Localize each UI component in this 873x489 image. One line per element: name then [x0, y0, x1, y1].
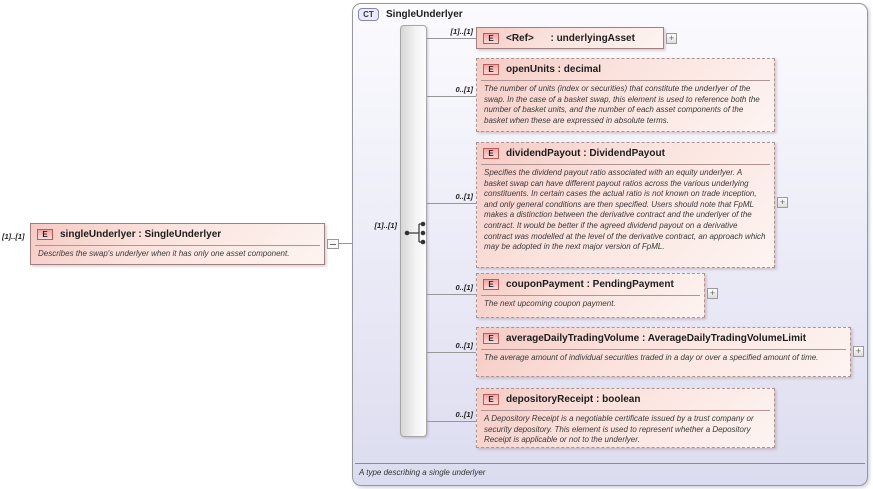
element-icon: E — [483, 279, 499, 290]
expand-button[interactable]: + — [666, 33, 677, 44]
connector-line — [427, 96, 476, 97]
element-icon: E — [483, 33, 499, 44]
connector-line — [427, 294, 476, 295]
complex-type-annotation: A type describing a single underlyer — [359, 468, 486, 477]
collapse-handle[interactable] — [327, 239, 339, 249]
connector-line — [427, 421, 476, 422]
cardinality-label: [1]..[1] — [450, 27, 473, 36]
element-title: averageDailyTradingVolume : AverageDailyTradingVolumeLimit — [506, 333, 807, 344]
element-annotation: The average amount of individual securities traded in a day or over a specified amount of time. — [484, 353, 819, 362]
element-couponPayment[interactable] — [476, 273, 705, 318]
expand-button[interactable]: + — [853, 346, 864, 357]
cardinality-label: 0..[1] — [455, 341, 473, 350]
element-annotation: The number of units (index or securities) that constitute the underlyer of the swap. In the case of a basket swap, this element is used to reference both the number of basket units, and the number of each asset components of the basket when these are expressed in absolute terms. — [484, 84, 760, 125]
connector-line — [427, 203, 476, 204]
element-annotation: The next upcoming coupon payment. — [484, 299, 616, 308]
element-annotation: Specifies the dividend payout ratio associated with an equity underlyer. A basket swap can have different payout ratios across the various underlying constituents. In certain cases the actual ratio is not known on trade inception, and only general conditions are then specified. Users should note that FpML makes a distinction between the derivative contract and the underlyer of the contract. It would be better if the agreed dividend payout on a derivative contract was modelled at the level of the derivative contract, an approach which may be adopted in the next major version of FpML. — [484, 168, 766, 252]
complex-type-icon: CT — [358, 8, 379, 21]
root-cardinality-label: [1]..[1] — [2, 232, 25, 241]
minus-icon — [330, 244, 336, 245]
element-icon: E — [37, 229, 53, 240]
element-title: <Ref> : underlyingAsset — [506, 32, 635, 44]
element-title: openUnits : decimal — [506, 64, 602, 75]
element-annotation: Describes the swap's underlyer when it has only one asset component. — [38, 249, 290, 258]
connector-line — [427, 352, 476, 353]
element-icon: E — [483, 333, 499, 344]
element-header — [477, 389, 774, 410]
element-header — [477, 28, 663, 48]
sequence-cardinality-label: [1]..[1] — [374, 221, 397, 230]
element-annotation: A Depository Receipt is a negotiable certificate issued by a trust company or security depository. This element is used to represent whether a Depository Receipt is applicable or not to the underlyer. — [484, 414, 754, 445]
expand-button[interactable]: + — [707, 288, 718, 299]
element-singleUnderlyer[interactable] — [30, 223, 325, 265]
element-title: depositoryReceipt : boolean — [506, 394, 641, 405]
element-title: singleUnderlyer : SingleUnderlyer — [60, 229, 222, 240]
element-header — [477, 274, 704, 295]
element-icon: E — [483, 64, 499, 75]
element-header — [477, 143, 774, 164]
element-header — [31, 224, 324, 245]
element-underlyingAsset-ref[interactable] — [476, 27, 664, 49]
element-icon: E — [483, 394, 499, 405]
complex-type-title: SingleUnderlyer — [386, 9, 463, 20]
element-averageDailyTradingVolume[interactable] — [476, 327, 851, 377]
connector-line — [427, 38, 476, 39]
cardinality-label: 0..[1] — [455, 192, 473, 201]
cardinality-label: 0..[1] — [455, 85, 473, 94]
element-depositoryReceipt[interactable] — [476, 388, 775, 448]
cardinality-label: 0..[1] — [455, 283, 473, 292]
element-openUnits[interactable] — [476, 58, 775, 132]
element-dividendPayout[interactable] — [476, 142, 775, 268]
footer-divider — [355, 463, 865, 464]
cardinality-label: 0..[1] — [455, 410, 473, 419]
expand-button[interactable]: + — [777, 197, 788, 208]
element-icon: E — [483, 148, 499, 159]
element-header — [477, 59, 774, 80]
element-header — [477, 328, 850, 349]
element-title: couponPayment : PendingPayment — [506, 279, 674, 290]
element-title: dividendPayout : DividendPayout — [506, 148, 665, 159]
sequence-icon — [402, 219, 432, 252]
